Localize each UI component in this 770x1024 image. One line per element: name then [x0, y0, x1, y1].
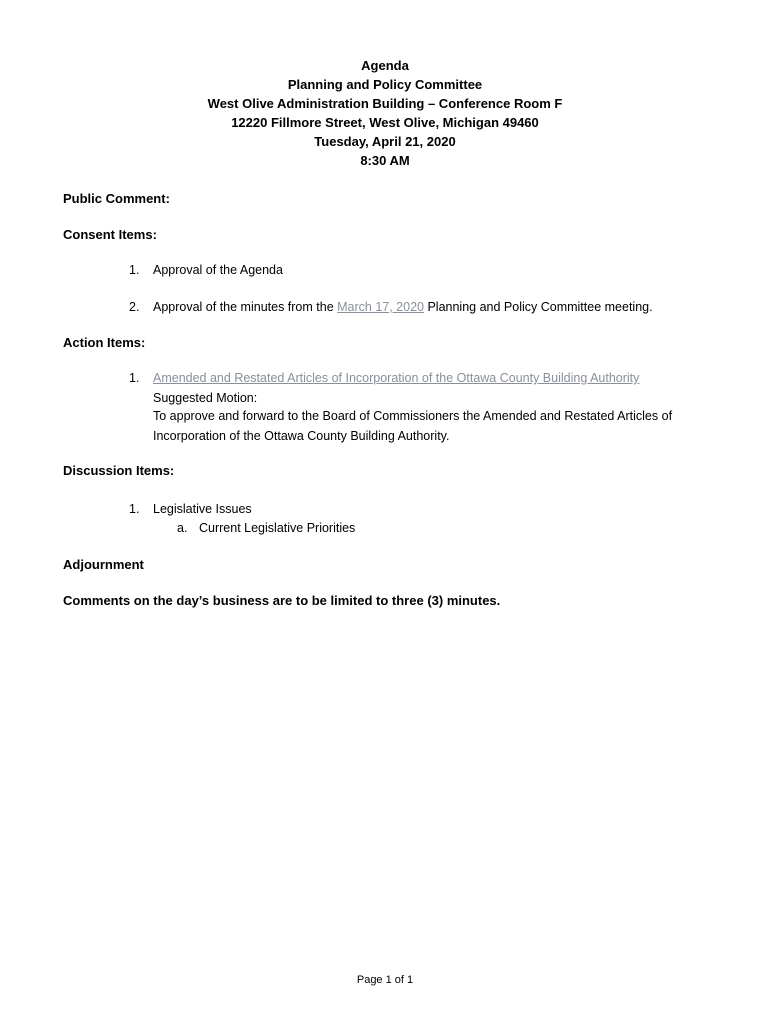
adjournment-heading: Adjournment [63, 557, 144, 572]
header-time: 8:30 AM [360, 153, 410, 168]
item-number: 1. [129, 263, 140, 277]
item-text [153, 297, 653, 317]
discussion-subitem-a [177, 521, 355, 535]
subitem-letter: a. [177, 521, 188, 535]
subitem-text: Current Legislative Priorities [199, 521, 356, 535]
consent-item-2 [129, 297, 653, 317]
header-title: Agenda [361, 58, 409, 73]
action-items-heading: Action Items: [63, 335, 146, 350]
motion-text-line-2: Incorporation of the Ottawa County Building Authority. [153, 429, 450, 443]
discussion-item-1 [129, 499, 252, 519]
suggested-motion-label: Suggested Motion: [153, 391, 258, 405]
time-limit-note: Comments on the day’s business are to be limited to three (3) minutes. [63, 593, 501, 608]
item-text-pre: Approval of the minutes from the [153, 300, 338, 314]
articles-link[interactable]: Amended and Restated Articles of Incorporation of the Ottawa County Building Authority [153, 371, 640, 385]
consent-item-1 [129, 260, 283, 280]
item-number: 1. [129, 502, 140, 516]
agenda-header [0, 56, 770, 170]
discussion-items-heading: Discussion Items: [63, 463, 175, 478]
header-location: West Olive Administration Building – Conference Room F [207, 96, 563, 111]
header-date: Tuesday, April 21, 2020 [314, 134, 456, 149]
page-number: Page 1 of 1 [356, 974, 414, 986]
consent-items-heading: Consent Items: [63, 227, 157, 242]
item-number: 2. [129, 300, 140, 314]
item-number: 1. [129, 371, 140, 385]
motion-text-line-1: To approve and forward to the Board of Commissioners the Amended and Restated Articles of [153, 409, 673, 423]
item-text-post: Planning and Policy Committee meeting. [423, 300, 653, 314]
minutes-link[interactable]: March 17, 2020 [337, 300, 424, 314]
item-text: Approval of the Agenda [153, 263, 283, 277]
public-comment-heading: Public Comment: [63, 191, 170, 206]
item-text: Legislative Issues [153, 502, 252, 516]
action-item-1 [129, 368, 640, 388]
header-address: 12220 Fillmore Street, West Olive, Michigan 49460 [231, 115, 539, 130]
header-committee: Planning and Policy Committee [287, 77, 483, 92]
